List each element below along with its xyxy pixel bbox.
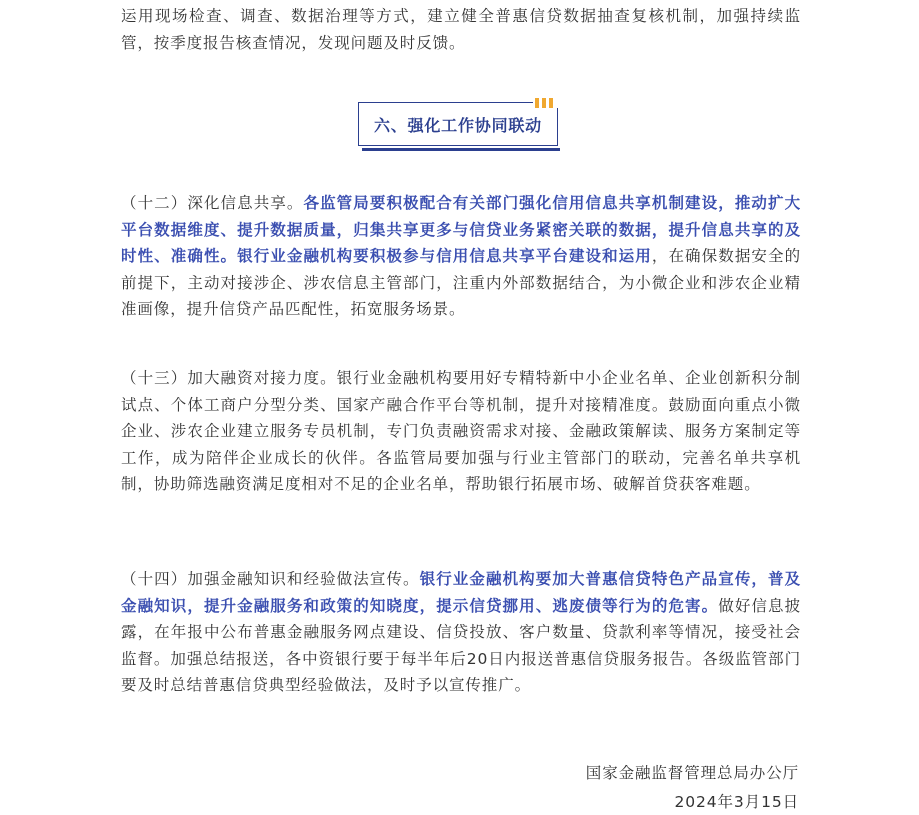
paragraph-item-13 xyxy=(121,365,801,498)
item-12-rest: ，在确保数据安全的前提下，主动对接涉企、涉农信息主管部门，注重内外部数据结合，为小微企业和涉农企业精准画像，提升信贷产品匹配性，拓宽服务场景。 xyxy=(121,247,801,318)
item-14-rest: 做好信息披露，在年报中公布普惠金融服务网点建设、信贷投放、客户数量、贷款利率等情况，接受社会监督。加强总结报送，各中资银行要于每半年后20日内报送普惠信贷服务报告。各级监管部门要及时总结普惠信贷典型经验做法，及时予以宣传推广。 xyxy=(121,596,801,694)
decoration-bar xyxy=(549,98,553,108)
paragraph-item-14 xyxy=(121,566,801,699)
item-14-lead: （十四）加强金融知识和经验做法宣传。 xyxy=(121,570,420,588)
decoration-bar xyxy=(542,98,546,108)
decoration-bar xyxy=(535,98,539,108)
intro-paragraph xyxy=(121,3,801,56)
item-12-highlight: 各监管局要积极配合有关部门强化信用信息共享机制建设，推动扩大平台数据维度、提升数据质量，归集共享更多与信贷业务紧密关联的数据，提升信息共享的及时性、准确性。银行业金融机构要积极参与信用信息共享平台建设和运用 xyxy=(121,194,801,265)
item-14-highlight: 银行业金融机构要加大普惠信贷特色产品宣传，普及金融知识，提升金融服务和政策的知晓度，提示信贷挪用、逃废债等行为的危害。 xyxy=(121,570,802,615)
section-heading-underline xyxy=(362,148,560,151)
section-heading-decoration xyxy=(533,98,559,108)
intro-text: 运用现场检查、调查、数据治理等方式，建立健全普惠信贷数据抽查复核机制，加强持续监管，按季度报告核查情况，发现问题及时反馈。 xyxy=(121,7,801,52)
paragraph-item-12 xyxy=(121,190,801,323)
section-heading-title: 六、强化工作协同联动 xyxy=(373,115,542,135)
item-13-text: （十三）加大融资对接力度。银行业金融机构要用好专精特新中小企业名单、企业创新积分制试点、个体工商户分型分类、国家产融合作平台等机制，提升对接精准度。鼓励面向重点小微企业、涉农企业建立服务专员机制，专门负责融资需求对接、金融政策解读、服务方案制定等工作，成为陪伴企业成长的伙伴。各监管局要加强与行业主管部门的联动，完善名单共享机制，协助筛选融资满足度相对不足的企业名单，帮助银行拓展市场、破解首贷获客难题。 xyxy=(121,369,801,493)
item-12-lead: （十二）深化信息共享。 xyxy=(121,194,304,212)
signature-date: 2024年3月15日 xyxy=(674,793,799,811)
section-heading-box xyxy=(358,102,558,146)
signature-organization: 国家金融监督管理总局办公厅 xyxy=(585,764,799,782)
